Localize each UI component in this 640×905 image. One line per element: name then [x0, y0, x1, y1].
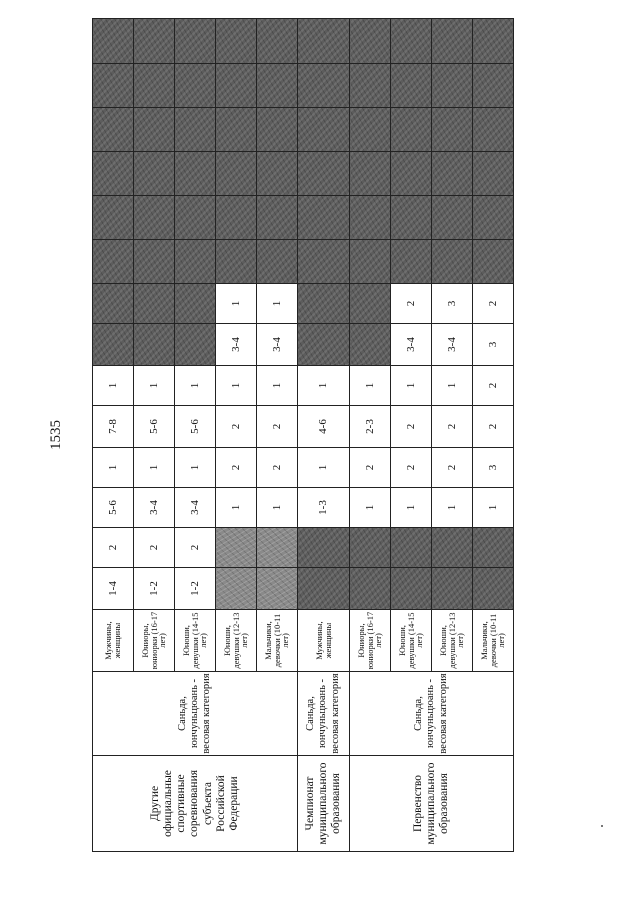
value-cell: 1 [134, 448, 175, 488]
value-cell: 1 [257, 366, 298, 406]
shaded-cell [350, 108, 391, 152]
value-cell: 1 [216, 488, 257, 528]
value-cell: 1 [391, 488, 432, 528]
shaded-cell [134, 19, 175, 64]
page-number: 1535 [48, 420, 64, 450]
shaded-cell [473, 64, 514, 108]
shaded-cell [432, 568, 473, 610]
shaded-cell [134, 152, 175, 196]
shaded-cell [391, 240, 432, 284]
shaded-cell [298, 324, 350, 366]
value-cell: 2 [216, 448, 257, 488]
value-cell: 1 [257, 284, 298, 324]
value-cell: 2 [473, 366, 514, 406]
shaded-cell [257, 19, 298, 64]
shaded-cell [257, 528, 298, 568]
value-cell: 2 [93, 528, 134, 568]
rotated-table-wrapper [92, 18, 514, 852]
value-cell: 2 [350, 448, 391, 488]
shaded-cell [216, 240, 257, 284]
age-group-cell: Юноши, девушки (12-13 лет) [432, 610, 473, 672]
shaded-cell [391, 19, 432, 64]
value-cell: 2 [216, 406, 257, 448]
shaded-cell [298, 196, 350, 240]
value-cell: 7-8 [93, 406, 134, 448]
shaded-cell [175, 64, 216, 108]
table-row [350, 19, 391, 852]
shaded-cell [298, 108, 350, 152]
shaded-cell [298, 19, 350, 64]
value-cell: 3-4 [432, 324, 473, 366]
value-cell: 2 [473, 284, 514, 324]
shaded-cell [257, 152, 298, 196]
shaded-cell [391, 568, 432, 610]
value-cell: 5-6 [93, 488, 134, 528]
shaded-cell [473, 19, 514, 64]
classification-table [92, 18, 514, 852]
value-cell: 1 [93, 448, 134, 488]
shaded-cell [175, 108, 216, 152]
shaded-cell [93, 196, 134, 240]
shaded-cell [216, 196, 257, 240]
value-cell: 1 [432, 366, 473, 406]
value-cell: 3 [432, 284, 473, 324]
shaded-cell [216, 528, 257, 568]
shaded-cell [175, 152, 216, 196]
value-cell: 4-6 [298, 406, 350, 448]
value-cell: 1 [175, 366, 216, 406]
shaded-cell [298, 568, 350, 610]
shaded-cell [257, 568, 298, 610]
shaded-cell [216, 108, 257, 152]
value-cell: 1 [473, 488, 514, 528]
scan-speck [601, 825, 603, 827]
age-group-cell: Юноши, девушки (14-15 лет) [391, 610, 432, 672]
shaded-cell [391, 196, 432, 240]
shaded-cell [473, 240, 514, 284]
value-cell: 3-4 [175, 488, 216, 528]
shaded-cell [216, 64, 257, 108]
value-cell: 2 [257, 406, 298, 448]
shaded-cell [391, 108, 432, 152]
value-cell: 3-4 [134, 488, 175, 528]
shaded-cell [257, 108, 298, 152]
shaded-cell [473, 108, 514, 152]
value-cell: 1 [432, 488, 473, 528]
shaded-cell [432, 528, 473, 568]
shaded-cell [432, 19, 473, 64]
competition-cell: Первенство муниципального образования [350, 756, 514, 852]
value-cell: 1 [93, 366, 134, 406]
value-cell: 1-3 [298, 488, 350, 528]
age-group-cell: Мужчины, женщины [93, 610, 134, 672]
value-cell: 3 [473, 448, 514, 488]
value-cell: 1 [350, 488, 391, 528]
shaded-cell [134, 64, 175, 108]
shaded-cell [298, 284, 350, 324]
shaded-cell [298, 528, 350, 568]
value-cell: 2 [391, 406, 432, 448]
shaded-cell [175, 196, 216, 240]
shaded-cell [175, 324, 216, 366]
value-cell: 2 [432, 448, 473, 488]
value-cell: 2 [257, 448, 298, 488]
shaded-cell [350, 284, 391, 324]
shaded-cell [350, 324, 391, 366]
value-cell: 1 [391, 366, 432, 406]
shaded-cell [175, 240, 216, 284]
value-cell: 2-3 [350, 406, 391, 448]
value-cell: 2 [432, 406, 473, 448]
shaded-cell [298, 240, 350, 284]
shaded-cell [216, 19, 257, 64]
age-group-cell: Юниоры, юниорки (16-17 лет) [350, 610, 391, 672]
value-cell: 2 [134, 528, 175, 568]
shaded-cell [257, 64, 298, 108]
shaded-cell [93, 19, 134, 64]
discipline-cell: Саньда, юнчуньцюань - весовая категория [298, 672, 350, 756]
shaded-cell [350, 568, 391, 610]
shaded-cell [216, 568, 257, 610]
shaded-cell [298, 152, 350, 196]
shaded-cell [134, 108, 175, 152]
shaded-cell [134, 324, 175, 366]
shaded-cell [432, 108, 473, 152]
shaded-cell [432, 152, 473, 196]
shaded-cell [175, 284, 216, 324]
shaded-cell [350, 19, 391, 64]
shaded-cell [473, 528, 514, 568]
value-cell: 2 [391, 284, 432, 324]
value-cell: 2 [473, 406, 514, 448]
shaded-cell [350, 528, 391, 568]
shaded-cell [350, 196, 391, 240]
shaded-cell [93, 108, 134, 152]
shaded-cell [432, 196, 473, 240]
shaded-cell [134, 196, 175, 240]
age-group-cell: Юноши, девушки (14-15 лет) [175, 610, 216, 672]
age-group-cell: Юноши, девушки (12-13 лет) [216, 610, 257, 672]
shaded-cell [473, 568, 514, 610]
shaded-cell [175, 19, 216, 64]
shaded-cell [473, 152, 514, 196]
competition-cell: Чемпионат муниципального образования [298, 756, 350, 852]
value-cell: 3-4 [257, 324, 298, 366]
shaded-cell [432, 64, 473, 108]
value-cell: 1 [298, 448, 350, 488]
shaded-cell [134, 240, 175, 284]
competition-cell: Другие официальные спортивные соревнования субъекта Российской Федерации [93, 756, 298, 852]
shaded-cell [216, 152, 257, 196]
value-cell: 1-4 [93, 568, 134, 610]
shaded-cell [350, 64, 391, 108]
shaded-cell [391, 528, 432, 568]
value-cell: 1 [257, 488, 298, 528]
shaded-cell [93, 152, 134, 196]
shaded-cell [473, 196, 514, 240]
value-cell: 1-2 [134, 568, 175, 610]
shaded-cell [432, 240, 473, 284]
table-row [298, 19, 350, 852]
shaded-cell [93, 324, 134, 366]
age-group-cell: Мальчики, девочки (10-11 лет) [473, 610, 514, 672]
shaded-cell [391, 152, 432, 196]
age-group-cell: Юниоры, юниорки (16-17 лет) [134, 610, 175, 672]
discipline-cell: Саньда, юнчуньцюань - весовая категория [93, 672, 298, 756]
value-cell: 2 [175, 528, 216, 568]
value-cell: 1 [134, 366, 175, 406]
shaded-cell [93, 284, 134, 324]
age-group-cell: Мужчины, женщины [298, 610, 350, 672]
value-cell: 5-6 [175, 406, 216, 448]
shaded-cell [391, 64, 432, 108]
discipline-cell: Саньда, юнчуньцюань - весовая категория [350, 672, 514, 756]
shaded-cell [350, 152, 391, 196]
value-cell: 1 [350, 366, 391, 406]
value-cell: 2 [391, 448, 432, 488]
value-cell: 1-2 [175, 568, 216, 610]
value-cell: 3 [473, 324, 514, 366]
shaded-cell [257, 196, 298, 240]
value-cell: 1 [298, 366, 350, 406]
value-cell: 1 [216, 284, 257, 324]
value-cell: 1 [216, 366, 257, 406]
value-cell: 5-6 [134, 406, 175, 448]
shaded-cell [134, 284, 175, 324]
age-group-cell: Мальчики, девочки (10-11 лет) [257, 610, 298, 672]
shaded-cell [350, 240, 391, 284]
shaded-cell [93, 240, 134, 284]
table-row [93, 19, 134, 852]
value-cell: 3-4 [391, 324, 432, 366]
value-cell: 3-4 [216, 324, 257, 366]
shaded-cell [257, 240, 298, 284]
shaded-cell [298, 64, 350, 108]
value-cell: 1 [175, 448, 216, 488]
shaded-cell [93, 64, 134, 108]
